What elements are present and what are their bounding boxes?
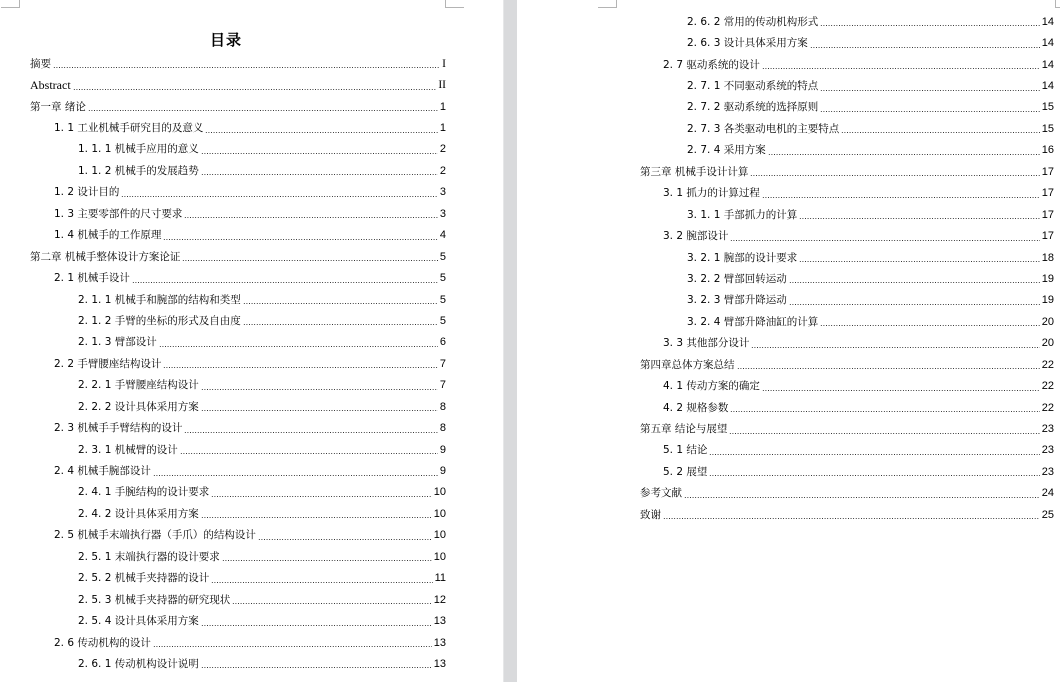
toc-entry-page-number: 5	[439, 272, 446, 285]
toc-entry-page-number: 23	[1041, 423, 1054, 436]
page-gap	[503, 0, 517, 682]
toc-entry[interactable]	[0, 482, 446, 503]
toc-entry[interactable]	[0, 396, 446, 417]
dot-leader	[730, 240, 1039, 241]
toc-entry[interactable]	[0, 589, 446, 610]
toc-entry-label: 1. 2 设计目的	[54, 186, 120, 199]
toc-entry-page-number: 14	[1041, 80, 1054, 93]
toc-entry-page-number: 19	[1041, 272, 1054, 285]
toc-entry-label: 2. 5. 1 末端执行器的设计要求	[78, 550, 220, 563]
toc-entry-label: 3. 2. 3 臂部升降运动	[687, 294, 787, 307]
dot-leader	[211, 496, 432, 497]
document-page-left	[0, 0, 503, 682]
toc-entry-page-number: 18	[1041, 251, 1054, 264]
toc-entry[interactable]	[517, 97, 1054, 118]
toc-entry[interactable]	[517, 311, 1054, 332]
toc-entry[interactable]	[517, 290, 1054, 311]
toc-entry-page-number: 13	[433, 636, 446, 649]
toc-entry[interactable]	[0, 246, 446, 267]
dot-leader	[663, 518, 1040, 519]
toc-entry[interactable]	[517, 268, 1054, 289]
toc-entry-page-number: 13	[433, 657, 446, 670]
toc-list-left	[0, 53, 446, 675]
toc-entry[interactable]	[517, 11, 1054, 32]
toc-entry-label: 3. 1 抓力的计算过程	[663, 187, 760, 200]
toc-entry-label: 2. 6. 1 传动机构设计说明	[78, 657, 199, 670]
toc-entry-page-number: 9	[439, 443, 446, 456]
toc-entry-page-number: 16	[1041, 144, 1054, 157]
toc-title: 目录	[209, 31, 242, 49]
toc-entry-label: 1. 3 主要零部件的尺寸要求	[54, 207, 183, 220]
toc-entry-label: 4. 2 规格参数	[663, 401, 729, 414]
toc-entry-label: 第三章 机械手设计计算	[640, 165, 749, 178]
toc-entry[interactable]	[517, 375, 1054, 396]
toc-entry-page-number: 24	[1041, 487, 1054, 500]
dot-leader	[737, 368, 1040, 369]
toc-entry[interactable]	[0, 310, 446, 331]
dot-leader	[163, 367, 438, 368]
toc-entry[interactable]	[517, 354, 1054, 375]
toc-entry[interactable]	[0, 503, 446, 524]
toc-entry-label: 1. 1 工业机械手研究目的及意义	[54, 122, 204, 135]
dot-leader	[799, 261, 1040, 262]
dot-leader	[205, 132, 438, 133]
toc-entry-page-number: 17	[1041, 208, 1054, 221]
toc-entry[interactable]	[517, 483, 1054, 504]
dot-leader	[762, 390, 1040, 391]
toc-entry[interactable]	[0, 632, 446, 653]
dot-leader	[243, 303, 438, 304]
toc-entry-page-number: 15	[1041, 122, 1054, 135]
toc-entry-label: 3. 1. 1 手部抓力的计算	[687, 208, 798, 221]
toc-entry[interactable]	[517, 118, 1054, 139]
toc-entry-page-number: 11	[434, 572, 446, 585]
toc-entry[interactable]	[0, 417, 446, 438]
toc-entry-label: Abstract	[30, 78, 71, 93]
toc-entry-label: 3. 2. 1 腕部的设计要求	[687, 251, 798, 264]
dot-leader	[182, 260, 438, 261]
toc-entry[interactable]	[0, 160, 446, 181]
toc-entry-label: 2. 1. 2 手臂的坐标的形式及自由度	[78, 314, 241, 327]
dot-leader	[762, 197, 1040, 198]
toc-entry[interactable]	[517, 225, 1054, 246]
toc-entry-label: 摘要	[30, 57, 51, 70]
page-corner-mark-top-right	[445, 0, 464, 8]
dot-leader	[750, 175, 1039, 176]
toc-entry-page-number: 19	[1041, 294, 1054, 307]
dot-leader	[709, 475, 1039, 476]
toc-entry-page-number: 8	[439, 422, 446, 435]
toc-entry-label: 2. 2 手臂腰座结构设计	[54, 357, 162, 370]
dot-leader	[768, 154, 1040, 155]
toc-entry-label: 2. 7. 4 采用方案	[687, 144, 766, 157]
toc-entry-page-number: 5	[439, 314, 446, 327]
dot-leader	[153, 475, 438, 476]
toc-entry[interactable]	[517, 54, 1054, 75]
dot-leader	[730, 411, 1039, 412]
toc-entry[interactable]	[0, 353, 446, 374]
toc-entry-label: 2. 4 机械手腕部设计	[54, 465, 151, 478]
toc-entry-label: 2. 7. 1 不同驱动系统的特点	[687, 80, 819, 93]
toc-entry[interactable]	[0, 203, 446, 224]
toc-list-right	[517, 11, 1054, 526]
document-page-right	[517, 0, 1060, 682]
toc-entry-label: 2. 7. 3 各类驱动电机的主要特点	[687, 122, 840, 135]
toc-entry-label: 2. 6. 2 常用的传动机构形式	[687, 15, 819, 28]
toc-entry[interactable]	[0, 267, 446, 288]
toc-entry-label: 2. 3. 1 机械臂的设计	[78, 443, 178, 456]
toc-entry[interactable]	[517, 333, 1054, 354]
toc-entry[interactable]	[517, 418, 1054, 439]
dot-leader	[820, 90, 1040, 91]
toc-entry[interactable]	[517, 397, 1054, 418]
toc-entry-page-number: 4	[439, 229, 446, 242]
toc-entry-page-number: 22	[1041, 380, 1054, 393]
toc-entry[interactable]	[0, 375, 446, 396]
dot-leader	[762, 68, 1040, 69]
toc-entry-label: 5. 1 结论	[663, 444, 708, 457]
dot-leader	[180, 453, 438, 454]
toc-entry-page-number: 14	[1041, 37, 1054, 50]
dot-leader	[211, 582, 432, 583]
toc-entry-page-number: 3	[439, 186, 446, 199]
toc-entry[interactable]	[0, 568, 446, 589]
toc-entry-label: 2. 1 机械手设计	[54, 272, 130, 285]
toc-entry-label: 3. 2 腕部设计	[663, 230, 729, 243]
toc-entry-page-number: 17	[1041, 230, 1054, 243]
toc-entry[interactable]	[517, 461, 1054, 482]
dot-leader	[789, 282, 1040, 283]
toc-entry[interactable]	[0, 525, 446, 546]
toc-entry-page-number: 14	[1041, 15, 1054, 28]
dot-leader	[88, 110, 438, 111]
toc-entry[interactable]	[0, 610, 446, 631]
toc-entry-label: 3. 3 其他部分设计	[663, 337, 750, 350]
toc-entry-label: 第四章总体方案总结	[640, 358, 735, 371]
toc-entry-label: 3. 2. 4 臂部升降油缸的计算	[687, 315, 819, 328]
toc-entry[interactable]	[0, 546, 446, 567]
toc-entry-label: 4. 1 传动方案的确定	[663, 380, 760, 393]
dot-leader	[201, 517, 432, 518]
toc-entry-page-number: 1	[439, 122, 446, 135]
toc-entry[interactable]	[0, 332, 446, 353]
dot-leader	[820, 25, 1040, 26]
toc-entry-label: 2. 5. 3 机械手夹持器的研究现状	[78, 593, 231, 606]
toc-entry-label: 2. 5. 4 设计具体采用方案	[78, 615, 199, 628]
dot-leader	[243, 324, 438, 325]
dot-leader	[132, 282, 438, 283]
toc-entry-page-number: 3	[439, 207, 446, 220]
toc-entry-label: 1. 4 机械手的工作原理	[54, 229, 162, 242]
toc-entry-page-number: 5	[439, 250, 446, 263]
dot-leader	[201, 410, 438, 411]
dot-leader	[799, 218, 1040, 219]
dot-leader	[258, 539, 432, 540]
dot-leader	[789, 304, 1040, 305]
toc-entry[interactable]	[0, 74, 446, 95]
toc-entry-label: 2. 2. 1 手臂腰座结构设计	[78, 379, 199, 392]
dot-leader	[201, 153, 438, 154]
toc-entry-page-number: 20	[1041, 315, 1054, 328]
toc-entry-label: 2. 5 机械手末端执行器（手爪）的结构设计	[54, 529, 256, 542]
toc-entry-label: 2. 1. 1 机械手和腕部的结构和类型	[78, 293, 241, 306]
dot-leader	[73, 89, 437, 90]
toc-entry[interactable]	[0, 96, 446, 117]
toc-entry-label: 1. 1. 1 机械手应用的意义	[78, 143, 199, 156]
toc-entry-label: 参考文献	[640, 487, 682, 500]
toc-entry-label: 第二章 机械手整体设计方案论证	[30, 250, 181, 263]
dot-leader	[163, 239, 438, 240]
toc-entry[interactable]	[517, 161, 1054, 182]
toc-entry[interactable]	[517, 204, 1054, 225]
toc-entry-label: 1. 1. 2 机械手的发展趋势	[78, 164, 199, 177]
toc-entry-page-number: 5	[439, 293, 446, 306]
toc-entry-page-number: 17	[1041, 165, 1054, 178]
toc-entry-page-number: 13	[433, 615, 446, 628]
dot-leader	[184, 217, 438, 218]
page-corner-mark-top-right	[1055, 0, 1060, 8]
dot-leader	[201, 174, 438, 175]
toc-entry-page-number: II	[438, 79, 446, 92]
toc-entry-page-number: 2	[439, 143, 446, 156]
dot-leader	[201, 625, 432, 626]
dot-leader	[841, 132, 1040, 133]
toc-entry-label: 第五章 结论与展望	[640, 423, 728, 436]
toc-entry-page-number: 7	[439, 357, 446, 370]
dot-leader	[121, 196, 438, 197]
toc-entry[interactable]	[517, 32, 1054, 53]
toc-entry[interactable]	[517, 504, 1054, 525]
toc-entry-label: 2. 6. 3 设计具体采用方案	[687, 37, 808, 50]
toc-entry-label: 2. 2. 2 设计具体采用方案	[78, 400, 199, 413]
dot-leader	[153, 646, 432, 647]
toc-entry-page-number: 25	[1041, 508, 1054, 521]
dot-leader	[709, 454, 1039, 455]
toc-entry-page-number: 2	[439, 164, 446, 177]
toc-entry-page-number: 10	[433, 550, 446, 563]
toc-entry-label: 第一章 绪论	[30, 100, 86, 113]
toc-entry-label: 2. 4. 1 手腕结构的设计要求	[78, 486, 210, 499]
toc-entry[interactable]	[0, 289, 446, 310]
toc-entry-label: 2. 4. 2 设计具体采用方案	[78, 507, 199, 520]
toc-entry-page-number: 20	[1041, 337, 1054, 350]
toc-entry-page-number: 8	[439, 400, 446, 413]
dot-leader	[222, 560, 432, 561]
toc-entry-page-number: 15	[1041, 101, 1054, 114]
toc-entry[interactable]	[0, 139, 446, 160]
toc-entry[interactable]	[517, 440, 1054, 461]
toc-entry[interactable]	[0, 182, 446, 203]
dot-leader	[159, 346, 438, 347]
toc-entry[interactable]	[517, 140, 1054, 161]
toc-entry[interactable]	[517, 247, 1054, 268]
toc-entry-label: 2. 6 传动机构的设计	[54, 636, 151, 649]
toc-entry-label: 2. 1. 3 臂部设计	[78, 336, 157, 349]
toc-entry-page-number: 23	[1041, 444, 1054, 457]
toc-entry-label: 2. 3 机械手手臂结构的设计	[54, 422, 183, 435]
toc-entry-page-number: 9	[439, 465, 446, 478]
toc-entry[interactable]	[517, 183, 1054, 204]
toc-entry-page-number: 23	[1041, 465, 1054, 478]
dot-leader	[684, 497, 1040, 498]
toc-entry-page-number: 22	[1041, 358, 1054, 371]
toc-entry-page-number: 14	[1041, 58, 1054, 71]
toc-entry-page-number: 7	[439, 379, 446, 392]
dot-leader	[820, 111, 1040, 112]
toc-entry[interactable]	[517, 75, 1054, 96]
toc-entry[interactable]	[0, 439, 446, 460]
toc-entry-page-number: I	[442, 57, 446, 70]
dot-leader	[729, 433, 1039, 434]
dot-leader	[751, 347, 1039, 348]
dot-leader	[820, 325, 1040, 326]
dot-leader	[232, 603, 432, 604]
toc-entry-label: 2. 7 驱动系统的设计	[663, 58, 760, 71]
toc-entry-page-number: 12	[433, 593, 446, 606]
toc-entry-page-number: 10	[433, 529, 446, 542]
toc-entry[interactable]	[0, 460, 446, 481]
toc-entry[interactable]	[0, 117, 446, 138]
toc-entry[interactable]	[0, 653, 446, 674]
dot-leader	[53, 67, 440, 68]
toc-entry-page-number: 1	[439, 100, 446, 113]
dot-leader	[201, 389, 438, 390]
toc-entry-page-number: 6	[439, 336, 446, 349]
dot-leader	[201, 667, 432, 668]
toc-entry-page-number: 17	[1041, 187, 1054, 200]
toc-entry-label: 2. 7. 2 驱动系统的选择原则	[687, 101, 819, 114]
toc-entry-label: 2. 5. 2 机械手夹持器的设计	[78, 572, 210, 585]
dot-leader	[810, 47, 1040, 48]
toc-entry-page-number: 22	[1041, 401, 1054, 414]
toc-entry-label: 3. 2. 2 臂部回转运动	[687, 272, 787, 285]
dot-leader	[184, 432, 438, 433]
toc-entry[interactable]	[0, 53, 446, 74]
page-corner-mark-top-left	[598, 0, 617, 8]
toc-entry-page-number: 10	[433, 507, 446, 520]
page-corner-mark-top-left	[1, 0, 20, 8]
toc-entry-page-number: 10	[433, 486, 446, 499]
toc-entry-label: 5. 2 展望	[663, 465, 708, 478]
toc-entry-label: 致谢	[640, 508, 661, 521]
toc-entry[interactable]	[0, 225, 446, 246]
